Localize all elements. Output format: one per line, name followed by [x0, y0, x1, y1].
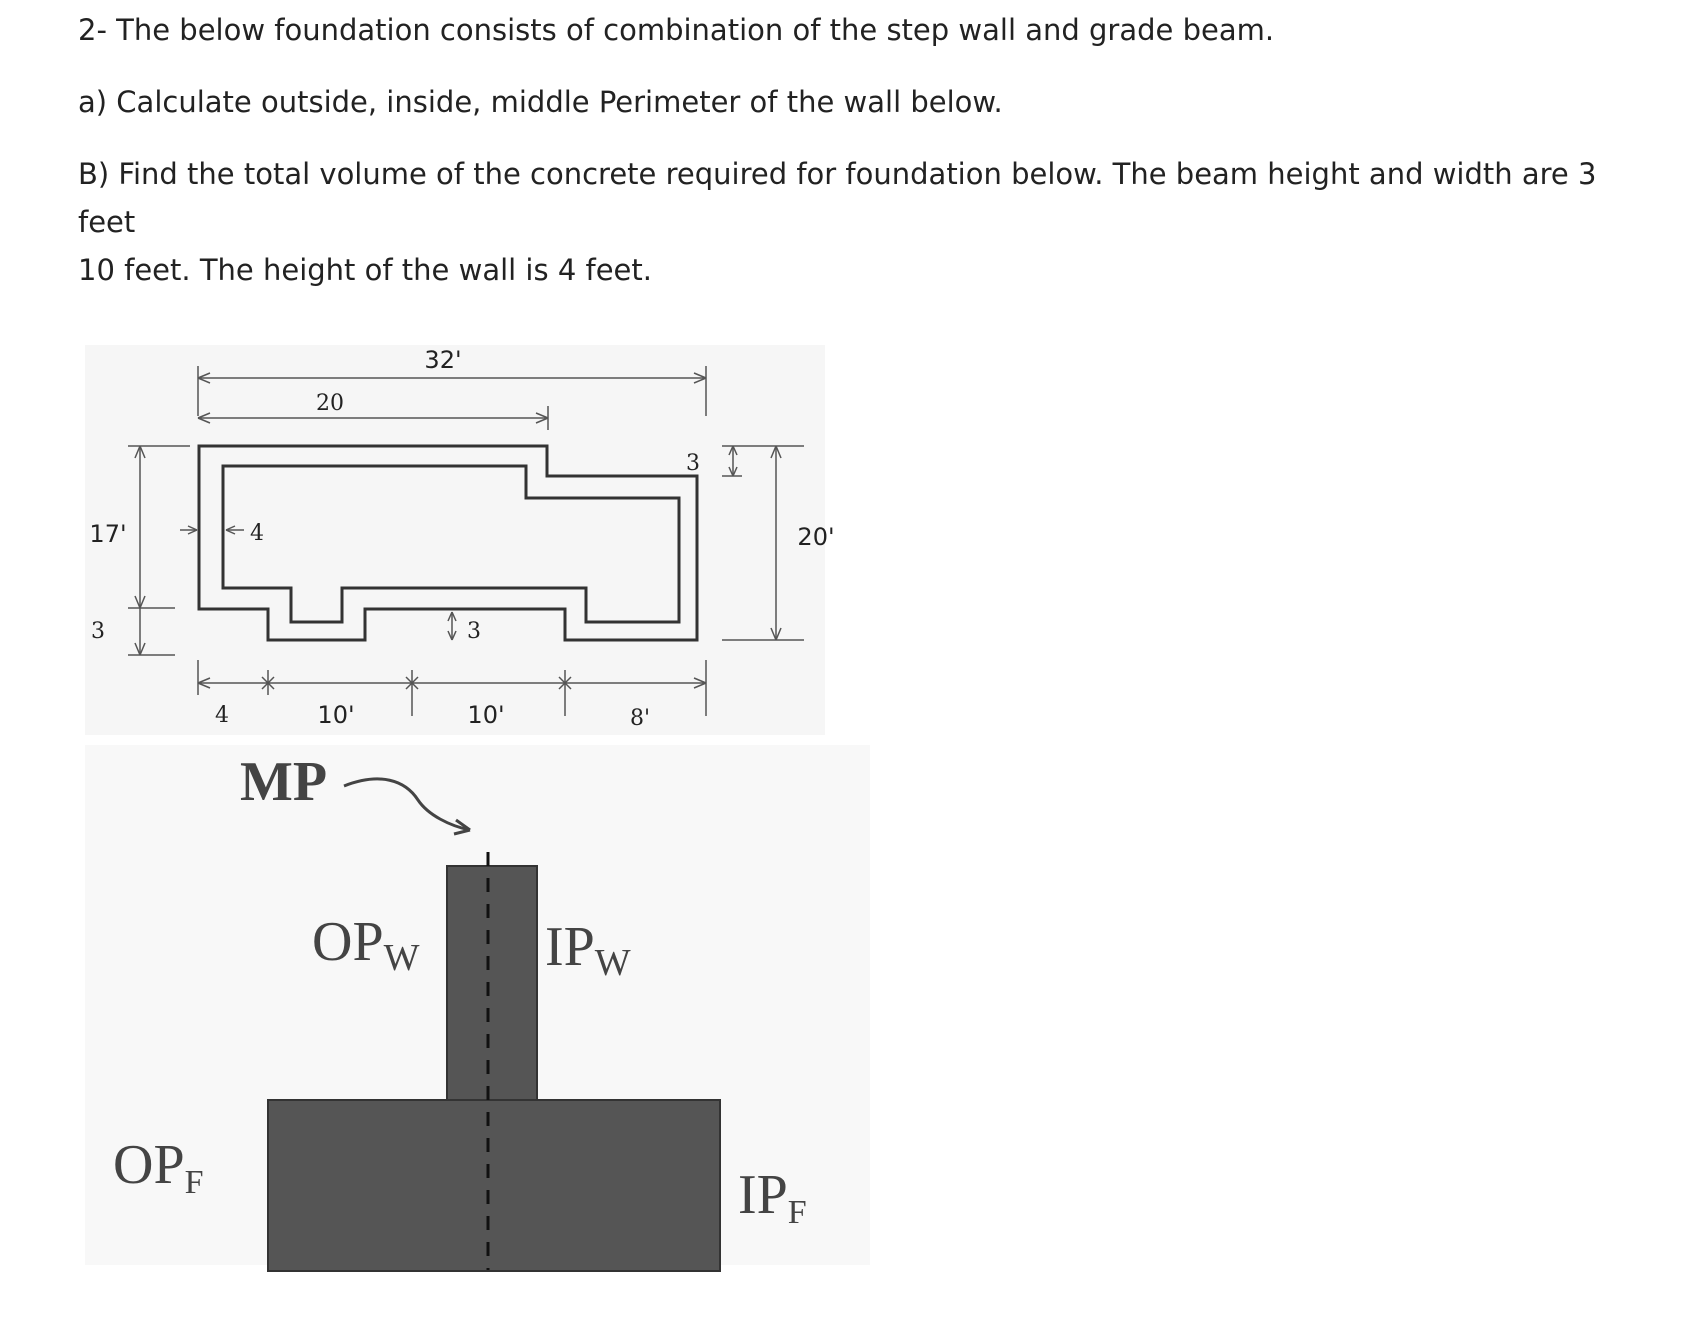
label-mp: MP — [240, 751, 328, 813]
plan-background — [85, 345, 825, 735]
label-op-w: OPW — [312, 911, 420, 979]
question-part-b-line2: 10 feet. The height of the wall is 4 feet. — [78, 253, 652, 287]
label-ip-w: IPW — [545, 916, 631, 984]
grade-beam — [268, 1100, 720, 1271]
bottom-dim-1: 4 — [215, 703, 229, 728]
bottom-dim-3: 10' — [467, 701, 505, 729]
dim-right-height: 20' — [797, 523, 835, 551]
dim-notch-depth: 3 — [467, 619, 481, 644]
dim-top-segment: 20 — [316, 391, 344, 416]
dim-right-offset: 3 — [686, 451, 700, 476]
question-part-b-line1: B) Find the total volume of the concrete required for foundation below. The beam height and width are 3 feet — [78, 157, 1597, 239]
dim-left-step: 3 — [91, 619, 105, 644]
dim-left-height: 17' — [89, 520, 127, 548]
label-op-f: OPF — [113, 1134, 204, 1201]
dim-wall-thickness: 4 — [250, 521, 264, 546]
dim-total-width: 32' — [424, 346, 462, 374]
bottom-dim-2: 10' — [317, 701, 355, 729]
step-wall — [447, 866, 537, 1100]
label-ip-f: IPF — [738, 1164, 807, 1231]
question-part-a: a) Calculate outside, inside, middle Perimeter of the wall below. — [78, 85, 1003, 119]
question-title: 2- The below foundation consists of combination of the step wall and grade beam. — [78, 13, 1275, 47]
bottom-dim-4: 8' — [629, 706, 651, 731]
